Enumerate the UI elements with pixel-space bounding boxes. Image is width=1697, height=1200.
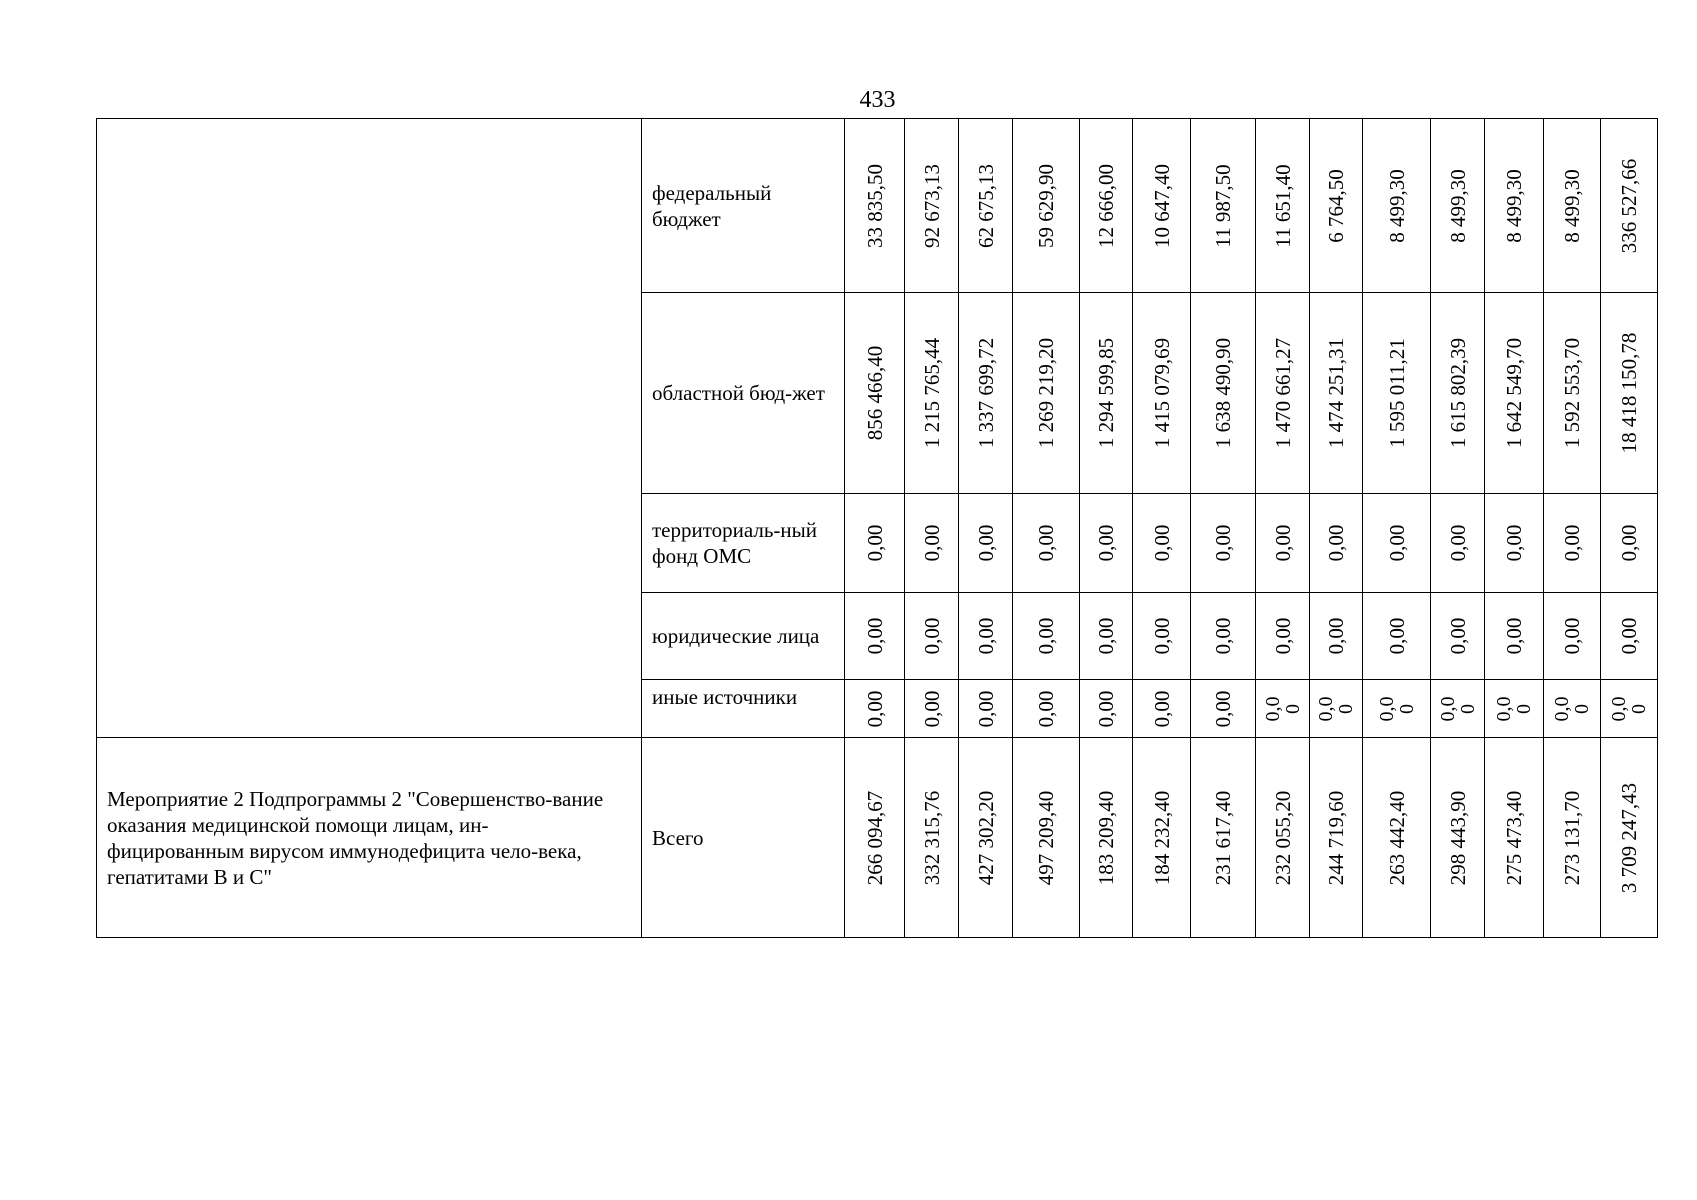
row-measure-total — [97, 738, 1658, 938]
measure-description: Мероприятие 2 Подпрограммы 2 "Совершенство-вание оказания медицинской помощи лицам, ин-фицированным вирусом иммунодефицита чело-века, гепатитами В и С" — [97, 738, 642, 938]
value-text: 8 499,30 — [1502, 168, 1526, 243]
value-text: 12 666,00 — [1094, 163, 1118, 248]
value-cell — [1191, 738, 1256, 938]
value-text: 0,00 — [919, 617, 944, 655]
value-cell — [1363, 494, 1431, 593]
value-text: 232 055,20 — [1270, 790, 1295, 885]
value-cell — [1310, 680, 1363, 738]
value-cell — [905, 738, 959, 938]
value-text: 8 499,30 — [1560, 168, 1584, 243]
value-text: 0,00 — [1034, 524, 1058, 562]
value-text: 1 337 699,72 — [973, 337, 998, 449]
value-cell — [1601, 680, 1658, 738]
value-text: 0,00 — [973, 690, 998, 727]
value-text: 0,00 — [1324, 524, 1348, 562]
value-cell — [845, 593, 905, 680]
value-cell — [1256, 680, 1310, 738]
value-cell — [1544, 593, 1601, 680]
value-text: 0,00 — [1445, 524, 1470, 562]
value-cell — [1363, 119, 1431, 293]
value-cell — [1310, 593, 1363, 680]
value-text: 1 592 553,70 — [1560, 337, 1584, 449]
value-text: 0,00 — [1384, 524, 1409, 562]
value-text: 0,00 — [1384, 617, 1409, 655]
value-cell — [1485, 293, 1544, 494]
value-text: 6 764,50 — [1324, 168, 1348, 243]
value-text: 0,00 — [862, 617, 887, 655]
value-cell — [1191, 293, 1256, 494]
value-cell — [905, 593, 959, 680]
value-cell — [1080, 680, 1133, 738]
value-cell — [959, 494, 1013, 593]
value-text: 0,0 0 — [1551, 696, 1593, 721]
value-text: 1 269 219,20 — [1034, 337, 1058, 449]
value-cell — [1133, 293, 1191, 494]
value-cell — [1601, 293, 1658, 494]
value-cell — [1544, 494, 1601, 593]
value-cell — [845, 119, 905, 293]
value-text: 8 499,30 — [1445, 168, 1470, 243]
value-text: 62 675,13 — [973, 163, 998, 248]
row-federal-budget — [97, 119, 1658, 293]
value-cell — [1310, 738, 1363, 938]
value-cell — [845, 494, 905, 593]
value-text: 0,0 0 — [1608, 696, 1650, 721]
value-cell — [1191, 494, 1256, 593]
value-text: 1 615 802,39 — [1445, 337, 1470, 449]
value-cell — [1544, 738, 1601, 938]
value-text: 0,00 — [1560, 617, 1584, 655]
value-text: 298 443,90 — [1445, 790, 1470, 885]
value-text: 0,00 — [1324, 617, 1348, 655]
value-cell — [1080, 119, 1133, 293]
value-cell — [845, 680, 905, 738]
value-text: 0,00 — [1502, 524, 1526, 562]
value-text: 0,00 — [1502, 617, 1526, 655]
value-cell — [1013, 738, 1080, 938]
value-cell — [1431, 593, 1485, 680]
value-text: 332 315,76 — [919, 790, 944, 885]
value-cell — [1013, 494, 1080, 593]
value-text: 0,00 — [973, 524, 998, 562]
value-text: 275 473,40 — [1502, 790, 1526, 885]
value-cell — [905, 293, 959, 494]
value-cell — [1133, 593, 1191, 680]
source-label: областной бюд-жет — [642, 293, 845, 494]
value-text: 92 673,13 — [919, 163, 944, 248]
value-text: 273 131,70 — [1560, 790, 1584, 885]
value-cell — [1133, 680, 1191, 738]
value-cell — [1601, 593, 1658, 680]
value-text: 183 209,40 — [1094, 790, 1118, 885]
value-text: 8 499,30 — [1384, 168, 1409, 243]
value-cell — [1013, 119, 1080, 293]
value-text: 59 629,90 — [1034, 163, 1058, 248]
value-cell — [959, 119, 1013, 293]
value-text: 1 294 599,85 — [1094, 337, 1118, 449]
value-cell — [1544, 293, 1601, 494]
value-cell — [1013, 593, 1080, 680]
value-text: 0,00 — [862, 690, 887, 727]
value-cell — [1256, 293, 1310, 494]
value-text: 497 209,40 — [1034, 790, 1058, 885]
value-text: 0,00 — [1211, 524, 1235, 562]
value-text: 1 595 011,21 — [1384, 338, 1409, 448]
value-text: 0,00 — [1149, 617, 1174, 655]
value-text: 0,00 — [1560, 524, 1584, 562]
value-cell — [1310, 119, 1363, 293]
value-cell — [905, 119, 959, 293]
source-label: Всего — [642, 738, 845, 938]
source-label: юридические лица — [642, 593, 845, 680]
value-text: 0,00 — [1094, 617, 1118, 655]
value-cell — [959, 738, 1013, 938]
value-text: 0,0 0 — [1436, 696, 1479, 721]
budget-table — [96, 118, 1658, 938]
value-text: 33 835,50 — [862, 163, 887, 248]
value-text: 266 094,67 — [862, 790, 887, 885]
value-text: 0,00 — [1149, 690, 1174, 727]
value-cell — [1310, 293, 1363, 494]
value-cell — [959, 680, 1013, 738]
value-cell — [1013, 680, 1080, 738]
value-text: 244 719,60 — [1324, 790, 1348, 885]
value-text: 0,00 — [919, 524, 944, 562]
value-cell — [1601, 494, 1658, 593]
source-label: федеральный бюджет — [642, 119, 845, 293]
value-cell — [1431, 293, 1485, 494]
value-cell — [1431, 119, 1485, 293]
value-cell — [1133, 119, 1191, 293]
value-cell — [1485, 119, 1544, 293]
value-cell — [1133, 494, 1191, 593]
value-text: 1 415 079,69 — [1149, 337, 1174, 449]
value-cell — [1080, 593, 1133, 680]
value-text: 427 302,20 — [973, 790, 998, 885]
value-cell — [1080, 738, 1133, 938]
value-cell — [1363, 680, 1431, 738]
value-cell — [1080, 494, 1133, 593]
value-text: 1 470 661,27 — [1270, 337, 1295, 449]
value-text: 336 527,66 — [1617, 158, 1641, 253]
value-text: 1 474 251,31 — [1324, 337, 1348, 449]
value-text: 0,00 — [1094, 690, 1118, 727]
value-text: 0,00 — [919, 690, 944, 727]
value-text: 0,0 0 — [1261, 696, 1304, 721]
value-text: 0,00 — [1211, 617, 1235, 655]
value-text: 0,00 — [1617, 617, 1641, 655]
value-text: 1 642 549,70 — [1502, 337, 1526, 449]
value-text: 0,00 — [1034, 690, 1058, 727]
value-text: 231 617,40 — [1211, 790, 1235, 885]
value-cell — [1191, 680, 1256, 738]
source-label: территориаль-ный фонд ОМС — [642, 494, 845, 593]
value-text: 263 442,40 — [1384, 790, 1409, 885]
value-text: 10 647,40 — [1149, 163, 1174, 248]
value-cell — [845, 293, 905, 494]
value-cell — [959, 593, 1013, 680]
value-cell — [1544, 119, 1601, 293]
value-cell — [1544, 680, 1601, 738]
value-text: 0,00 — [1094, 524, 1118, 562]
value-text: 0,0 0 — [1315, 696, 1357, 721]
value-cell — [1013, 293, 1080, 494]
value-text: 3 709 247,43 — [1617, 782, 1641, 893]
source-label: иные источники — [642, 680, 845, 738]
value-text: 0,00 — [1445, 617, 1470, 655]
value-text: 11 987,50 — [1211, 163, 1235, 248]
value-text: 0,00 — [1034, 617, 1058, 655]
value-cell — [1485, 738, 1544, 938]
value-cell — [1256, 738, 1310, 938]
value-text: 18 418 150,78 — [1617, 332, 1641, 454]
value-cell — [905, 680, 959, 738]
value-text: 0,00 — [973, 617, 998, 655]
value-cell — [1363, 738, 1431, 938]
value-cell — [1485, 680, 1544, 738]
value-cell — [1256, 593, 1310, 680]
value-text: 0,00 — [1270, 617, 1295, 655]
value-text: 0,00 — [862, 524, 887, 562]
value-text: 0,00 — [1270, 524, 1295, 562]
value-cell — [1256, 119, 1310, 293]
value-text: 856 466,40 — [862, 345, 887, 441]
value-cell — [1256, 494, 1310, 593]
value-cell — [1601, 119, 1658, 293]
value-cell — [1191, 119, 1256, 293]
value-text: 184 232,40 — [1149, 790, 1174, 885]
value-text: 11 651,40 — [1270, 163, 1295, 248]
value-text: 0,00 — [1149, 524, 1174, 562]
value-text: 0,0 0 — [1493, 696, 1535, 721]
empty-description-cell — [97, 119, 642, 738]
value-cell — [1191, 593, 1256, 680]
value-text: 0,00 — [1211, 690, 1235, 727]
value-cell — [1431, 494, 1485, 593]
value-cell — [959, 293, 1013, 494]
value-text: 0,00 — [1617, 524, 1641, 562]
value-cell — [1080, 293, 1133, 494]
value-text: 1 215 765,44 — [919, 337, 944, 449]
value-cell — [1133, 738, 1191, 938]
value-cell — [1310, 494, 1363, 593]
value-cell — [1363, 593, 1431, 680]
value-cell — [1431, 680, 1485, 738]
value-cell — [905, 494, 959, 593]
page-number: 433 — [859, 87, 896, 113]
value-cell — [1485, 593, 1544, 680]
value-cell — [1363, 293, 1431, 494]
value-cell — [845, 738, 905, 938]
value-cell — [1431, 738, 1485, 938]
value-text: 1 638 490,90 — [1211, 337, 1235, 449]
value-cell — [1601, 738, 1658, 938]
value-text: 0,0 0 — [1375, 696, 1418, 721]
value-cell — [1485, 494, 1544, 593]
